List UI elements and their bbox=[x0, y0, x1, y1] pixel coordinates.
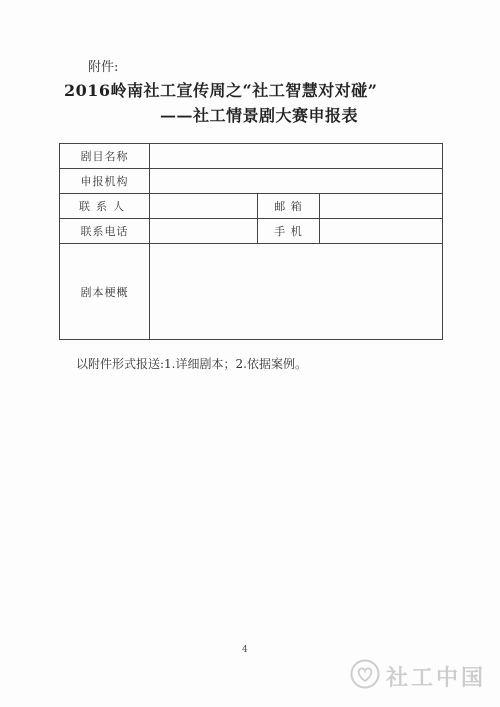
table-row bbox=[60, 219, 443, 244]
organization-field[interactable] bbox=[150, 169, 443, 194]
form-subtitle: ——社工情景剧大赛申报表 bbox=[160, 106, 359, 125]
watermark-text: 社工中国 bbox=[385, 665, 486, 691]
form-title: 2016岭南社工宣传周之“社工智慧对对碰” bbox=[64, 81, 378, 100]
phone-field[interactable] bbox=[150, 219, 258, 244]
label-organization: 申报机构 bbox=[60, 169, 150, 194]
email-field[interactable] bbox=[320, 194, 443, 219]
synopsis-field[interactable] bbox=[150, 244, 443, 340]
play-title-field[interactable] bbox=[150, 144, 443, 169]
label-mobile: 手 机 bbox=[258, 219, 320, 244]
application-form-table bbox=[59, 143, 443, 340]
contact-person-field[interactable] bbox=[150, 194, 258, 219]
watermark bbox=[350, 659, 486, 693]
attachment-label: 附件: bbox=[88, 60, 119, 75]
page-number: 4 bbox=[242, 645, 248, 655]
table-row bbox=[60, 194, 443, 219]
table-row bbox=[60, 244, 443, 340]
label-synopsis: 剧本梗概 bbox=[60, 244, 150, 340]
label-phone: 联系电话 bbox=[60, 219, 150, 244]
heart-hands-logo-icon bbox=[350, 659, 380, 693]
submission-note: 以附件形式报送:1.详细剧本；2.依据案例。 bbox=[76, 357, 307, 371]
mobile-field[interactable] bbox=[320, 219, 443, 244]
label-email: 邮 箱 bbox=[258, 194, 320, 219]
label-contact-person: 联系人 bbox=[60, 194, 150, 219]
label-play-title: 剧目名称 bbox=[60, 144, 150, 169]
table-row bbox=[60, 144, 443, 169]
table-row bbox=[60, 169, 443, 194]
